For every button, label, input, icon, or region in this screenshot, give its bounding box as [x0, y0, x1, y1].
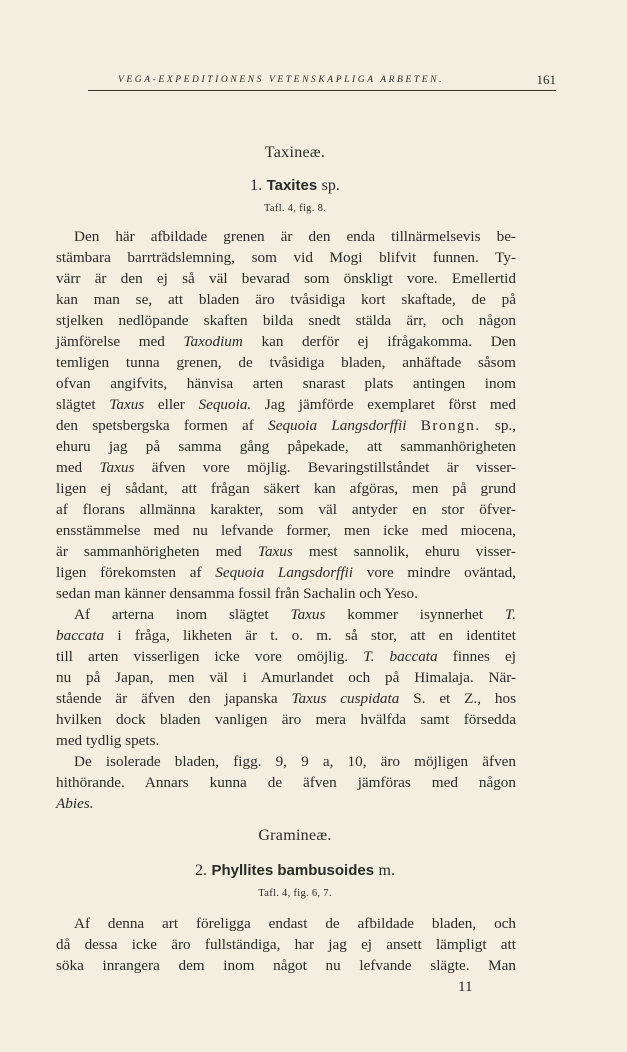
text-line: till arten visserligen icke vore omöjlig. T. baccata finnes ej [56, 648, 516, 665]
text-line: kan man se, att bladen äro tvåsidiga kort skaftade, de på [56, 291, 516, 308]
taxon-name: Abies. [56, 795, 94, 812]
text-line: slägtet Taxus eller Sequoia. Jag jämförde exemplaret först med [56, 396, 517, 413]
header-rule [88, 90, 556, 91]
page-header [88, 73, 556, 95]
text-line: stjelken nedlöpande skaften bilda snedt stälda ärr, och någon [56, 312, 516, 329]
taxon-name: Taxodium [183, 333, 243, 350]
species-author: m. [378, 862, 395, 879]
author-abbrev: Brongn. [420, 417, 481, 434]
text-line: stående är äfven den japanska Taxus cuspidata S. et Z., hos [56, 690, 516, 707]
plate-reference: Tafl. 4, fig. 8. [263, 203, 327, 214]
text-line: hithörande. Annars kunna de äfven jämföras med någon [56, 774, 516, 791]
text-line: ehuru jag på samma gång påpekade, att sammanhörigheten [56, 438, 516, 455]
species-name: Phyllites bambusoides [211, 862, 375, 879]
text-line: sedan man känner densamma fossil från Sachalin och Yeso. [56, 585, 418, 602]
text-line: jämförelse med Taxodium kan derför ej ifrågakomma. Den [56, 333, 517, 350]
text-line: ensstämmelse med nu lefvande former, men icke med miocena, [56, 522, 516, 539]
text-line: den spetsbergska formen af Sequoia Langsdorffii Brongn. sp., [56, 417, 517, 434]
text-line: då dessa icke äro fullständiga, har jag ej ansett lämpligt att [56, 936, 516, 953]
page-number: 161 [536, 72, 556, 87]
text-line: med Taxus äfven vore möjlig. Bevaringstillståndet är visser- [56, 459, 517, 476]
text-line: Af arterna inom slägtet Taxus kommer isynnerhet T. [74, 606, 517, 623]
species-heading-phyllites [73, 862, 517, 880]
taxon-name: T. baccata [363, 648, 438, 665]
text-line: Den här afbildade grenen är den enda tillnärmelsevis be- [74, 228, 516, 245]
text-line: värr är den ej så väl bevarad som önskligt vore. Emellertid [56, 270, 516, 287]
text-line: De isolerade bladen, figg. 9, 9 a, 10, äro möjligen äfven [74, 753, 516, 770]
taxon-name: Taxus [109, 396, 145, 413]
text-line: ligen ej sådant, att frågan säkert kan afgöras, men på grund [56, 480, 516, 497]
species-author: sp. [321, 177, 340, 194]
taxon-name: Taxus [99, 459, 135, 476]
plate-reference: Tafl. 4, fig. 6, 7. [258, 888, 332, 899]
text-line: hvilken dock bladen vanligen äro mera hvälfda samt försedda [56, 711, 516, 728]
taxon-name: Sequoia Langsdorffii [215, 564, 353, 581]
text-line: söka inrangera dem inom något nu lefvande slägte. Man [56, 957, 516, 974]
text-line: med tydlig spets. [56, 732, 160, 749]
taxon-name: Sequoia. [198, 396, 252, 413]
taxon-name: baccata [56, 627, 105, 644]
text-line: nu på Japan, men väl i Amurlandet och på Himalaja. När- [56, 669, 516, 686]
text-line: är sammanhörigheten med Taxus mest sannolik, ehuru visser- [56, 543, 516, 560]
text-line: ofvan angifvits, hänvisa arten snarast plats antingen inom [56, 375, 516, 392]
text-line: baccata i fråga, likheten är t. o. m. så stor, att en identitet [56, 627, 516, 644]
species-name: Taxites [266, 177, 318, 194]
text-line [56, 793, 516, 814]
species-heading-taxites [73, 177, 517, 195]
signature-mark: 11 [458, 978, 473, 995]
species-number: 2. [195, 862, 208, 879]
taxon-name: Taxus cuspidata [291, 690, 400, 707]
taxon-name: Sequoia Langsdorffii [268, 417, 407, 434]
family-heading-gramineae: Gramineæ. [258, 827, 332, 844]
species-number: 1. [250, 177, 263, 194]
text-line: af florans allmänna karakter, som väl antyder en stor öfver- [56, 501, 516, 518]
text-line: stämbara barrträdslemning, som vid Mogi blifvit funnen. Ty- [56, 249, 516, 266]
running-title: VEGA-EXPEDITIONENS VETENSKAPLIGA ARBETEN. [118, 75, 445, 85]
family-heading-taxineae: Taxineæ. [264, 144, 326, 161]
text-line: temligen tunna grenen, de tvåsidiga bladen, anhäftade såsom [56, 354, 516, 371]
taxon-name: Taxus [290, 606, 326, 623]
text-line: ligen förekomsten af Sequoia Langsdorffii vore mindre oväntad, [56, 564, 517, 581]
text-line: Af denna art föreligga endast de afbildade bladen, och [74, 915, 516, 932]
taxon-name: T. [504, 606, 517, 623]
taxon-name: Taxus [257, 543, 293, 560]
